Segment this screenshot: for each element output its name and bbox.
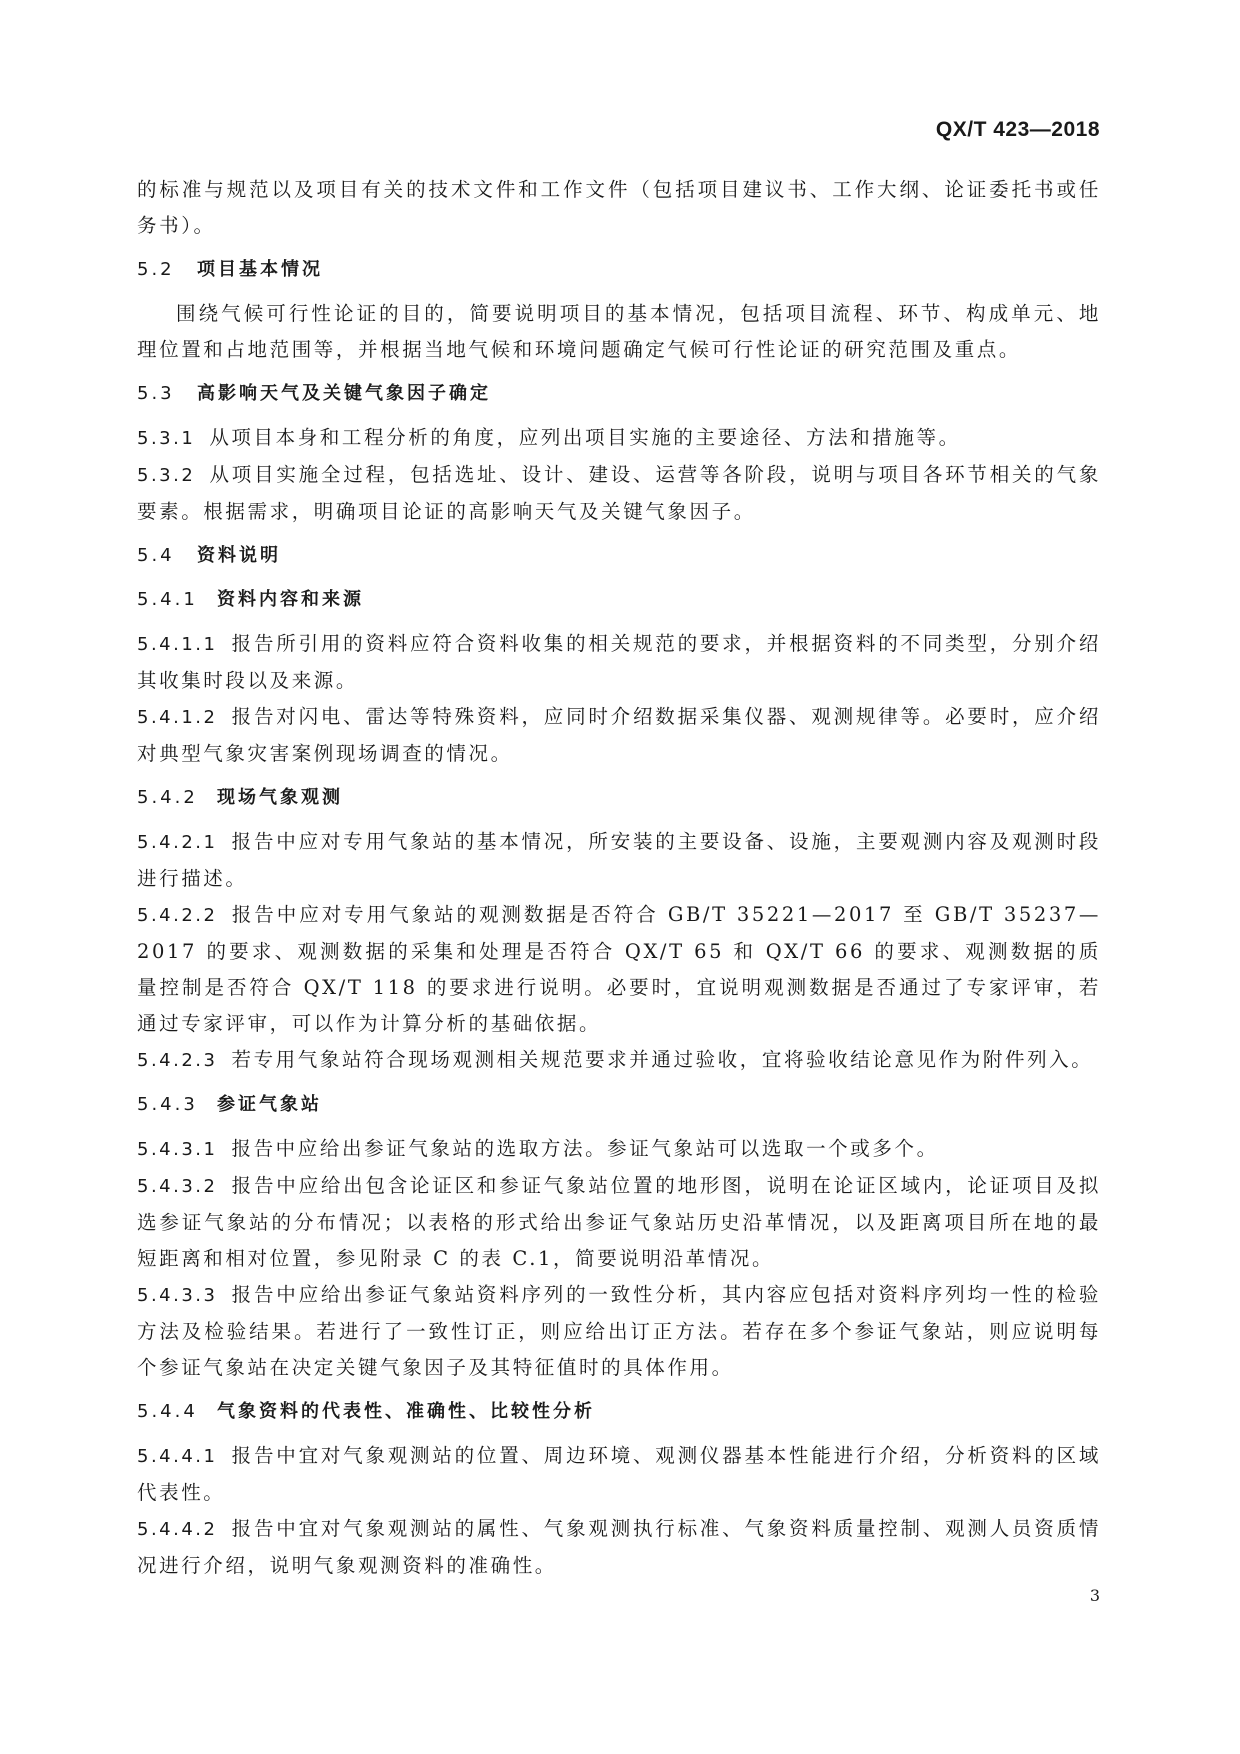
clause-text: 报告中宜对气象观测站的属性、气象观测执行标准、气象资料质量控制、观测人员资质情况进行介绍，说明气象观测资料的准确性。 (137, 1517, 1101, 1577)
clause-number: 5.4.2.3 (137, 1050, 218, 1071)
section-heading-5-4 (137, 538, 1101, 574)
clause-5-4-3-3 (137, 1277, 1101, 1386)
clause-text: 报告中应给出参证气象站资料序列的一致性分析，其内容应包括对资料序列均一性的检验方法及检验结果。若进行了一致性订正，则应给出订正方法。若存在多个参证气象站，则应说明每个参证气象站在决定关键气象因子及其特征值时的具体作用。 (137, 1283, 1101, 1379)
document-body (137, 172, 1101, 1584)
clause-number: 5.4.4.2 (137, 1519, 218, 1540)
clause-text: 报告中宜对气象观测站的位置、周边环境、观测仪器基本性能进行介绍，分析资料的区域代表性。 (137, 1444, 1101, 1504)
clause-5-4-2-3 (137, 1042, 1101, 1079)
clause-5-3-2 (137, 457, 1101, 530)
clause-number: 5.4.4.1 (137, 1446, 218, 1467)
clause-number: 5.4.3.1 (137, 1139, 218, 1160)
clause-text: 若专用气象站符合现场观测相关规范要求并通过验收，宜将验收结论意见作为附件列入。 (231, 1048, 1094, 1071)
clause-5-4-4-2 (137, 1511, 1101, 1584)
subsection-title: 现场气象观测 (217, 787, 343, 808)
clause-text: 从项目本身和工程分析的角度，应列出项目实施的主要途径、方法和措施等。 (209, 426, 961, 449)
clause-number: 5.4.2.1 (137, 832, 218, 853)
subsection-number: 5.4.4 (137, 1401, 198, 1422)
subsection-number: 5.4.1 (137, 589, 198, 610)
section-5-2-paragraph: 围绕气候可行性论证的目的，简要说明项目的基本情况，包括项目流程、环节、构成单元、地理位置和占地范围等，并根据当地气候和环境问题确定气候可行性论证的研究范围及重点。 (137, 302, 1101, 361)
section-number: 5.3 (137, 383, 175, 404)
subsection-heading-5-4-3 (137, 1087, 1101, 1123)
intro-paragraph: 的标准与规范以及项目有关的技术文件和工作文件（包括项目建议书、工作大纲、论证委托书或任务书）。 (137, 178, 1101, 237)
clause-5-4-1-1 (137, 626, 1101, 699)
standard-code: QX/T 423—2018 (935, 118, 1100, 141)
clause-text: 报告中应对专用气象站的观测数据是否符合 GB/T 35221—2017 至 GB/T 35237—2017 的要求、观测数据的采集和处理是否符合 QX/T 65 和 QX/T 66 的要求、观测数据的质量控制是否符合 QX/T 118 的要求进行说明。必要时，宜说明观测数据是否通过了专家评审，若通过专家评审，可以作为计算分析的基础依据。 (137, 903, 1101, 1035)
clause-number: 5.4.2.2 (137, 905, 218, 926)
clause-5-4-4-1 (137, 1438, 1101, 1511)
section-number: 5.2 (137, 259, 175, 280)
clause-number: 5.3.2 (137, 465, 196, 486)
subsection-heading-5-4-4 (137, 1394, 1101, 1430)
clause-text: 报告中应给出包含论证区和参证气象站位置的地形图，说明在论证区域内，论证项目及拟选参证气象站的分布情况；以表格的形式给出参证气象站历史沿革情况，以及距离项目所在地的最短距离和相对位置，参见附录 C 的表 C.1，简要说明沿革情况。 (137, 1174, 1101, 1270)
subsection-number: 5.4.2 (137, 787, 198, 808)
clause-text: 报告对闪电、雷达等特殊资料，应同时介绍数据采集仪器、观测规律等。必要时，应介绍对典型气象灾害案例现场调查的情况。 (137, 705, 1101, 765)
clause-number: 5.4.3.2 (137, 1176, 218, 1197)
clause-5-3-1 (137, 420, 1101, 457)
subsection-heading-5-4-1 (137, 582, 1101, 618)
clause-number: 5.4.1.2 (137, 707, 218, 728)
clause-text: 报告中应对专用气象站的基本情况，所安装的主要设备、设施，主要观测内容及观测时段进行描述。 (137, 830, 1101, 890)
clause-5-4-2-2 (137, 897, 1101, 1042)
subsection-title: 参证气象站 (217, 1094, 322, 1115)
clause-text: 从项目实施全过程，包括选址、设计、建设、运营等各阶段，说明与项目各环节相关的气象要素。根据需求，明确项目论证的高影响天气及关键气象因子。 (137, 463, 1101, 523)
clause-number: 5.3.1 (137, 428, 196, 449)
clause-5-4-2-1 (137, 824, 1101, 897)
section-title: 高影响天气及关键气象因子确定 (197, 383, 491, 404)
clause-text: 报告所引用的资料应符合资料收集的相关规范的要求，并根据资料的不同类型，分别介绍其收集时段以及来源。 (137, 632, 1101, 692)
section-number: 5.4 (137, 545, 175, 566)
subsection-title: 气象资料的代表性、准确性、比较性分析 (217, 1401, 595, 1422)
section-heading-5-3 (137, 376, 1101, 412)
clause-5-4-3-2 (137, 1168, 1101, 1277)
subsection-number: 5.4.3 (137, 1094, 198, 1115)
subsection-title: 资料内容和来源 (217, 589, 364, 610)
page-number: 3 (1089, 1586, 1100, 1605)
clause-5-4-1-2 (137, 699, 1101, 772)
section-title: 项目基本情况 (197, 259, 323, 280)
clause-number: 5.4.1.1 (137, 634, 218, 655)
section-heading-5-2 (137, 252, 1101, 288)
section-title: 资料说明 (197, 545, 281, 566)
clause-5-4-3-1 (137, 1131, 1101, 1168)
clause-number: 5.4.3.3 (137, 1285, 218, 1306)
clause-text: 报告中应给出参证气象站的选取方法。参证气象站可以选取一个或多个。 (231, 1137, 939, 1160)
subsection-heading-5-4-2 (137, 780, 1101, 816)
